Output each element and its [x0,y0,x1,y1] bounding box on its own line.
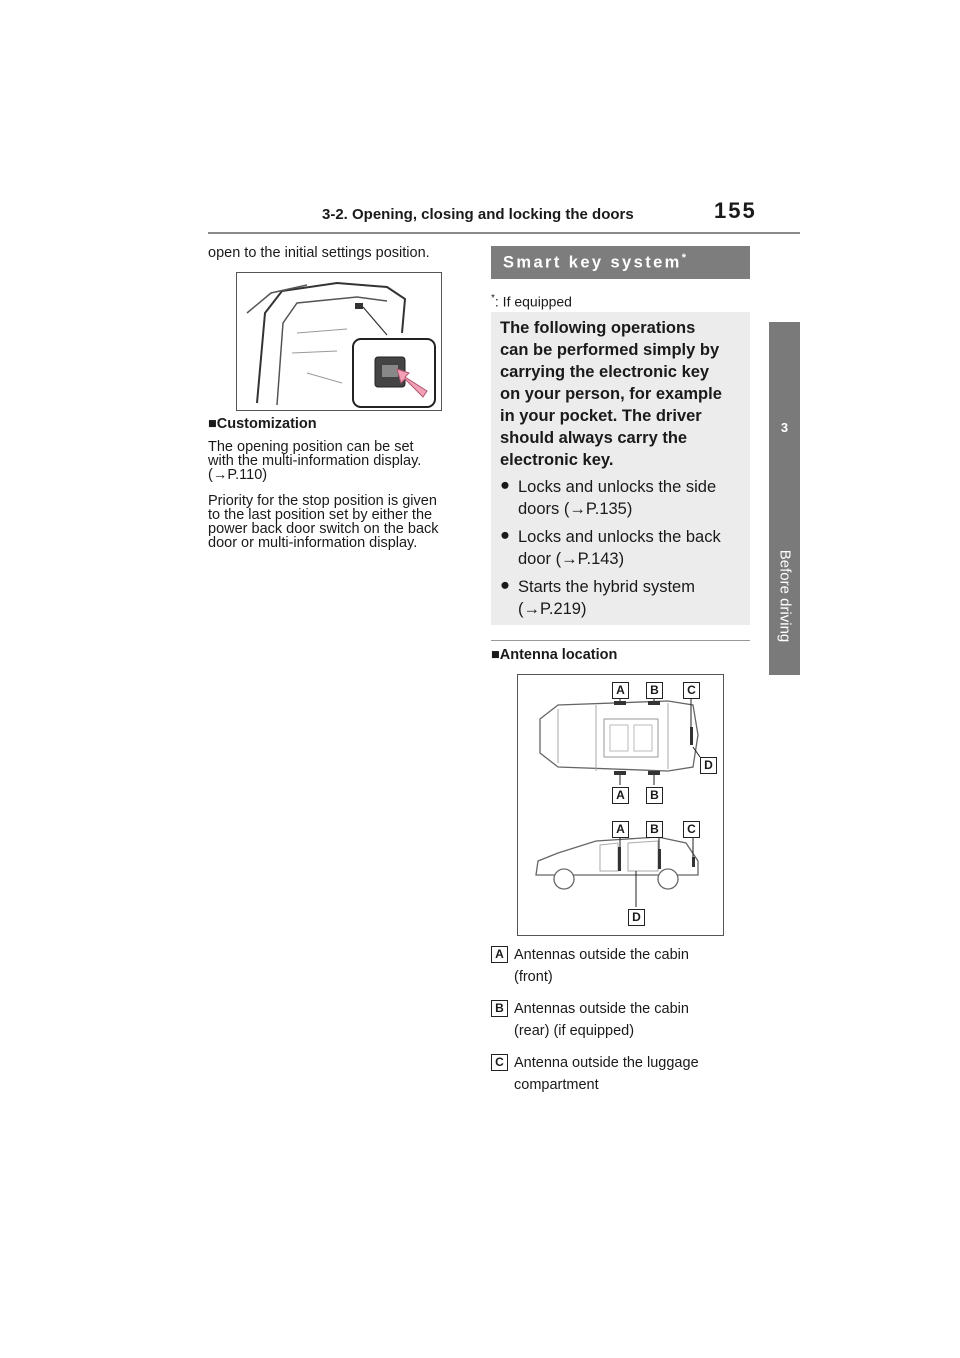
legend-line: Antennas outside the cabin [514,947,689,963]
box-line: carrying the electronic key [500,363,710,381]
fig-label-a-lower: A [612,787,629,804]
back-door-illustration [236,272,442,411]
back-door-svg [237,273,441,410]
bullet-item [518,576,695,620]
bullet-line: Starts the hybrid system [518,578,695,596]
bullet-line: (→P.219) [518,600,587,618]
section-divider [491,640,750,641]
customization-heading: ■Customization [208,416,317,432]
legend-line: (rear) (if equipped) [514,1023,635,1039]
bullet-line: Locks and unlocks the side [518,478,717,496]
para1-line: (→P.110) [208,467,268,483]
bullet-line: door (→P.143) [518,550,625,568]
legend-badge-c: C [491,1054,508,1071]
bullet-item [518,476,716,520]
legend-item-c [514,1052,699,1096]
box-line: electronic key. [500,451,614,469]
box-line: can be performed simply by [500,341,720,359]
smart-key-title: Smart key system [503,253,682,272]
fig-label-c-side: C [683,821,700,838]
bullet-dot: ● [500,526,510,544]
para2-line: power back door switch on the back [208,521,439,537]
fig-label-a-side: A [612,821,629,838]
fig-label-b-lower: B [646,787,663,804]
legend-line: Antennas outside the cabin [514,1001,689,1017]
legend-item-a [514,944,689,988]
bullet-item [518,526,721,570]
customization-para-1 [208,440,421,482]
fig-label-d-side: D [628,909,645,926]
legend-line: Antenna outside the luggage [514,1055,699,1071]
para2-line: door or multi-information display. [208,535,418,551]
smart-key-intro [500,317,722,471]
fig-label-a: A [612,682,629,699]
box-line: on your person, for example [500,385,722,403]
title-asterisk: * [681,252,689,264]
legend-badge-b: B [491,1000,508,1017]
antenna-location-illustration [517,674,724,936]
bullet-line: doors (→P.135) [518,500,633,518]
bullet-dot: ● [500,476,510,494]
intro-text: open to the initial settings position. [208,245,430,261]
footnote-text: : If equipped [494,293,572,310]
legend-badge-a: A [491,946,508,963]
footnote [491,292,572,309]
fig-label-b: B [646,682,663,699]
page-number: 155 [714,198,757,223]
legend-line: (front) [514,969,553,985]
fig-label-c: C [683,682,700,699]
fig-label-b-side: B [646,821,663,838]
customization-para-2 [208,494,439,550]
bullet-dot: ● [500,576,510,594]
chapter-label: Before driving [776,549,794,643]
para1-line: with the multi-information display. [208,453,422,469]
box-line: The following operations [500,319,696,337]
box-line: in your pocket. The driver [500,407,702,425]
antenna-svg [518,675,723,935]
section-title: 3-2. Opening, closing and locking the doors [322,206,634,223]
box-line: should always carry the [500,429,688,447]
footnote-asterisk: * [491,293,495,304]
legend-item-b [514,998,689,1042]
fig-label-d: D [700,757,717,774]
bullet-line: Locks and unlocks the back [518,528,721,546]
header-rule [208,232,800,234]
para2-line: to the last position set by either the [208,507,433,523]
chapter-number: 3 [780,420,789,435]
smart-key-title-bar [491,246,750,279]
antenna-heading: ■Antenna location [491,647,618,663]
para2-line: Priority for the stop position is given [208,493,437,509]
chapter-label-wrap [760,516,810,676]
para1-line: The opening position can be set [208,439,414,455]
legend-line: compartment [514,1077,599,1093]
